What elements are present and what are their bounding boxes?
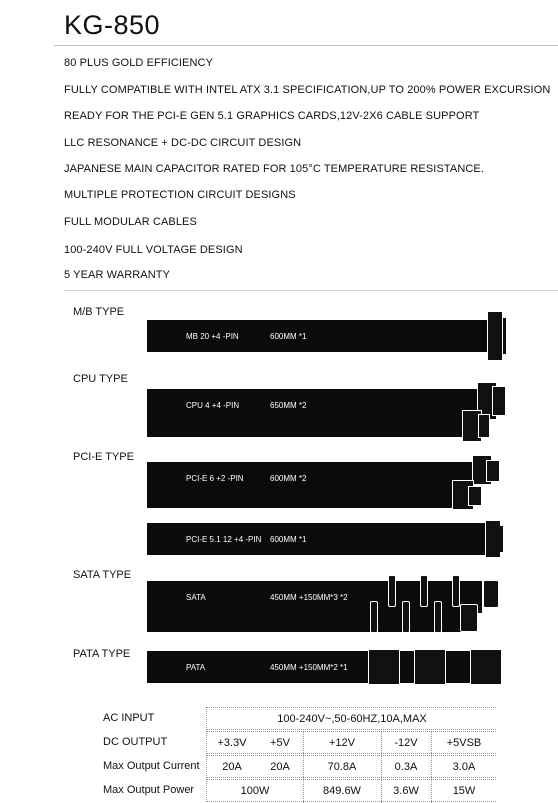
cable-pcie2-length: 600MM *1 (270, 535, 307, 544)
feature-item: FULLY COMPATIBLE WITH INTEL ATX 3.1 SPECIFICATION,UP TO 200% POWER EXCURSION (64, 84, 551, 96)
pata-connector (414, 649, 446, 685)
dc-output-box (206, 731, 496, 754)
cable-pata-label: PATA (186, 663, 206, 672)
spec-row-ac-input (96, 707, 496, 730)
cable-type-pata: PATA TYPE (73, 648, 131, 660)
rail-12v: +12V (329, 737, 355, 749)
feature-item: 80 PLUS GOLD EFFICIENCY (64, 57, 214, 69)
mb-connector-pins (503, 318, 506, 354)
feature-item: MULTIPLE PROTECTION CIRCUIT DESIGNS (64, 189, 296, 201)
sata-connector (452, 575, 460, 607)
feature-item: 5 YEAR WARRANTY (64, 269, 171, 281)
spec-row-max-current (96, 755, 496, 778)
cable-cpu-2 (147, 413, 462, 437)
cable-mb (147, 320, 487, 352)
cable-pata (147, 651, 502, 683)
power-3v3-5v: 100W (240, 785, 270, 797)
power-12v: 849.6W (323, 785, 361, 797)
rail-5v: +5V (270, 737, 290, 749)
cable-sata-length: 450MM +150MM*3 *2 (270, 593, 348, 602)
sata-connector (370, 601, 378, 633)
ac-input-box (206, 707, 496, 730)
sata-connector (434, 601, 442, 633)
title-divider (54, 45, 558, 46)
cable-sata-label: SATA (186, 593, 206, 602)
cable-type-cpu: CPU TYPE (73, 373, 128, 385)
current-3v3: 20A (222, 761, 242, 773)
max-power-label: Max Output Power (103, 784, 195, 796)
sata-connector (402, 601, 410, 633)
pcie5-connector-pins (500, 526, 503, 552)
cable-pcie1-label: PCI-E 6 +2 -PIN (186, 474, 244, 483)
cable-pcie1-length: 600MM *2 (270, 474, 307, 483)
pata-connector (368, 649, 400, 685)
ac-input-value: 100-240V~,50-60HZ,10A,MAX (277, 713, 427, 725)
rail-5vsb: +5VSB (446, 737, 482, 749)
sata-connector (420, 575, 428, 607)
cpu-connector-1b (492, 386, 506, 416)
pcie5-connector (485, 520, 501, 558)
current-5vsb: 3.0A (452, 761, 476, 773)
cable-pcie-2 (147, 523, 485, 555)
sata-end-connector (460, 604, 478, 632)
pata-connector (470, 649, 502, 685)
section-divider (64, 290, 558, 291)
cable-type-mb: M/B TYPE (73, 306, 125, 318)
spec-table (96, 707, 496, 800)
feature-item: 100-240V FULL VOLTAGE DESIGN (64, 244, 243, 256)
max-current-box (206, 755, 496, 778)
cable-type-sata: SATA TYPE (73, 569, 132, 581)
rail-neg12v: -12V (394, 737, 418, 749)
cable-pcie-1b (147, 486, 452, 508)
sata-end-connector (483, 580, 499, 608)
cable-mb-label: MB 20 +4 -PIN (186, 332, 239, 341)
power-5vsb: 15W (452, 785, 476, 797)
spec-row-max-power (96, 779, 496, 802)
feature-item: READY FOR THE PCI-E GEN 5.1 GRAPHICS CARDS,12V-2X6 CABLE SUPPORT (64, 110, 480, 122)
current-neg12v: 0.3A (394, 761, 418, 773)
power-neg12v: 3.6W (393, 785, 419, 797)
mb-connector (487, 311, 503, 361)
cable-cpu-label: CPU 4 +4 -PIN (186, 401, 240, 410)
cable-mb-length: 600MM *1 (270, 332, 307, 341)
cable-cpu-length: 650MM *2 (270, 401, 307, 410)
cable-pata-length: 450MM +150MM*2 *1 (270, 663, 348, 672)
cpu-connector-2b (478, 414, 490, 438)
product-title: KG-850 (64, 10, 161, 40)
cable-sata-2 (147, 608, 477, 632)
current-12v: 70.8A (327, 761, 357, 773)
max-power-box (206, 779, 496, 802)
current-5v: 20A (270, 761, 290, 773)
feature-item: FULL MODULAR CABLES (64, 216, 197, 228)
sata-connector (388, 575, 396, 607)
pcie-connector-1b (486, 460, 500, 482)
rail-3v3: +3.3V (217, 737, 247, 749)
cable-type-pcie: PCI-E TYPE (73, 451, 134, 463)
ac-input-label: AC INPUT (103, 712, 155, 724)
feature-item: LLC RESONANCE + DC-DC CIRCUIT DESIGN (64, 137, 302, 149)
max-current-label: Max Output Current (103, 760, 200, 772)
cable-pcie2-label: PCI-E 5.1 12 +4 -PIN (186, 535, 262, 544)
spec-row-dc-output (96, 731, 496, 754)
feature-item: JAPANESE MAIN CAPACITOR RATED FOR 105°C TEMPERATURE RESISTANCE. (64, 163, 485, 175)
dc-output-label: DC OUTPUT (103, 736, 168, 748)
pcie-connector-2b (468, 486, 482, 506)
